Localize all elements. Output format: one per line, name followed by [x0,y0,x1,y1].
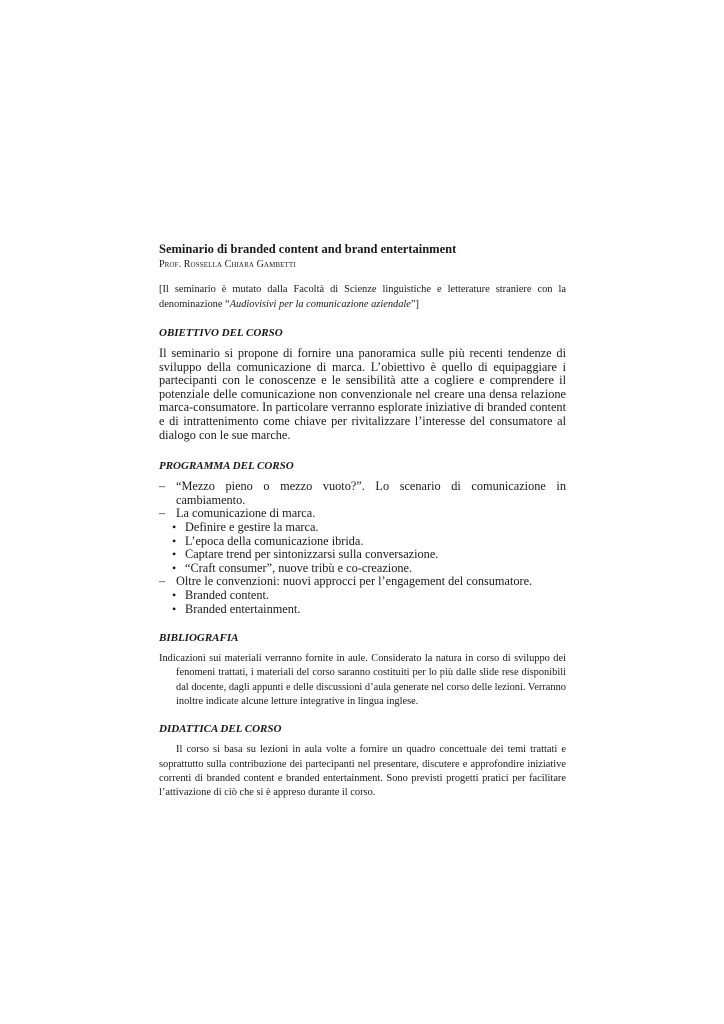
programma-subitem-text: Captare trend per sintonizzarsi sulla conversazione. [185,547,439,562]
programma-item [159,575,566,616]
programma-subitem [172,587,566,603]
programma-subitem [172,560,566,576]
obiettivo-text: Il seminario si propone di fornire una panoramica sulle più recenti tendenze di sviluppo della comunicazione di marca. L’obiettivo è quello di equipaggiare i partecipanti con le conoscenze e le sensibilità atte a cogliere e comprendere il potenziale delle comunicazione non convenzionale nel creare una densa relazione marca-consumatore. In particolare verranno esplorate iniziative di branded content e di intrattenimento come chiave per rivitalizzare l’interesse del consumatore al dialogo con le sue marche. [159,346,566,442]
programma-subitem [172,601,566,617]
bibliografia-text: Indicazioni sui materiali verranno fornite in aule. Considerato la natura in corso di sviluppo dei fenomeni trattati, i materiali del corso saranno costituiti per lo più dalle slide rese disponibili dal docente, dagli appunti e delle discussioni d’aula generate nel corso delle lezioni. Verranno inoltre indicate alcune letture integrative in lingua inglese. [159,653,566,707]
didattica-text: Il corso si basa su lezioni in aula volte a fornire un quadro concettuale dei temi trattati e soprattutto sulla contribuzione dei partecipanti nel presentare, discutere e approfondire iniziative correnti di branded content e branded entertainment. Sono previsti progetti pratici per facilitare l’attivazione di ciò che si è appreso durante il corso. [159,744,566,799]
programma-subitem [172,533,566,549]
professor-name: Prof. Rossella Chiara Gambetti [159,259,296,270]
bullet-icon: • [172,533,177,548]
bullet-icon: • [172,601,177,616]
programma-list [159,480,566,616]
dash-icon: – [159,479,166,494]
bullet-icon: • [172,560,177,575]
bullet-icon: • [172,547,177,562]
programma-item-text: Oltre le convenzioni: nuovi approcci per l’engagement del consumatore. [176,574,533,589]
note-text-before: [Il seminario è mutato dalla Facoltà di Scienze linguistiche e letterature straniere con la denominazione “ [159,284,566,310]
programma-subitem-text: Branded entertainment. [185,601,301,616]
programma-subitem-text: Branded content. [185,587,270,602]
section-obiettivo [159,325,566,442]
programma-subitem-text: L’epoca della comunicazione ibrida. [185,533,364,548]
section-heading-obiettivo: OBIETTIVO DEL CORSO [159,327,283,339]
programma-subitem [172,547,566,562]
document-page [159,241,566,800]
note-italic-title: Audiovisivi per la comunicazione aziendale [229,299,411,310]
section-programma [159,458,566,616]
programma-item-text: La comunicazione di marca. [176,506,316,521]
programma-item [159,507,566,575]
course-note [159,282,566,312]
bullet-icon: • [172,587,177,602]
section-didattica [159,721,566,800]
bullet-icon: • [172,519,177,534]
programma-subitem-text: “Craft consumer”, nuove tribù e co-creazione. [185,560,413,575]
dash-icon: – [159,574,166,589]
section-bibliografia [159,630,566,709]
programma-subitem-text: Definire e gestire la marca. [185,519,319,534]
dash-icon: – [159,506,166,521]
course-title: Seminario di branded content and brand entertainment [159,242,457,256]
section-heading-didattica: DIDATTICA DEL CORSO [159,723,282,736]
section-heading-bibliografia: BIBLIOGRAFIA [159,632,239,645]
programma-item-text: “Mezzo pieno o mezzo vuoto?”. Lo scenario di comunicazione in cambiamento. [176,479,566,507]
programma-subitems [172,587,566,616]
section-heading-programma: PROGRAMMA DEL CORSO [159,460,294,473]
note-text-after: ”] [410,299,419,310]
programma-item [159,480,566,507]
programma-subitem [172,519,566,535]
programma-subitems [172,519,566,575]
